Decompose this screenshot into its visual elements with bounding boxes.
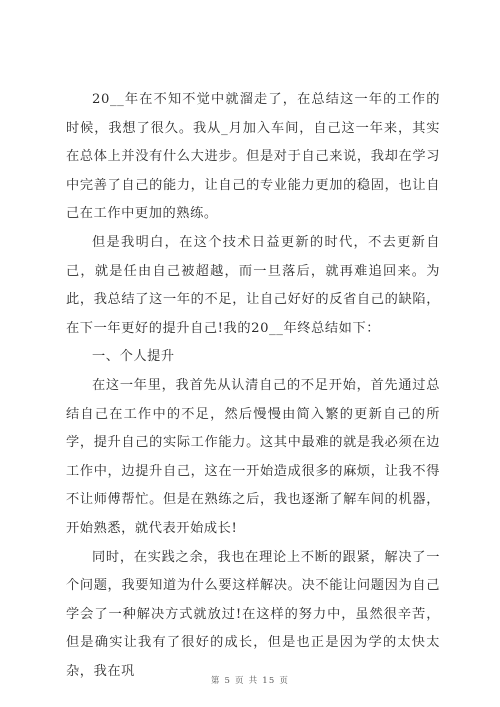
paragraph-improvement: 在这一年里，我首先从认清自己的不足开始，首先通过总结自己在工作中的不足，然后慢慢由简入繁的更新自己的所学，提升自己的实际工作能力。这其中最难的就是我必须在边工作中，边提升自己，这在一开始造成很多的麻烦，让我不得不让师傅帮忙。但是在熟练之后，我也逐渐了解车间的机器，开始熟悉，就代表开始成长! (66, 377, 440, 536)
paragraph-theory: 同时，在实践之余，我也在理论上不断的跟紧，解决了一个问题，我要知道为什么要这样解决。决不能让问题因为自己学会了一种解决方式就放过!在这样的努力中，虽然很辛苦，但是确实让我有了很好的成长，但是也正是因为学的太快太杂，我在巩 (66, 549, 440, 679)
document-body (66, 86, 440, 686)
paragraph-intro: 20__年在不知不觉中就溜走了，在总结这一年的工作的时候，我想了很久。我从_月加入车间，自己这一年来，其实在总体上并没有什么大进步。但是对于自己来说，我却在学习中完善了自己的能力，让自己的专业能力更加的稳固，也让自己在工作中更加的熟练。 (66, 92, 440, 222)
paragraph-reflection: 但是我明白，在这个技术日益更新的时代，不去更新自己，就是任由自己被超越，而一旦落后，就再难追回来。为此，我总结了这一年的不足，让自己好好的反省自己的缺陷，在下一年更好的提升自己!我的20__年终总结如下： (66, 234, 440, 336)
section-heading-personal-improvement: 一、个人提升 (92, 349, 175, 365)
page-number-footer: 第 5 页 共 15 页 (210, 676, 290, 686)
